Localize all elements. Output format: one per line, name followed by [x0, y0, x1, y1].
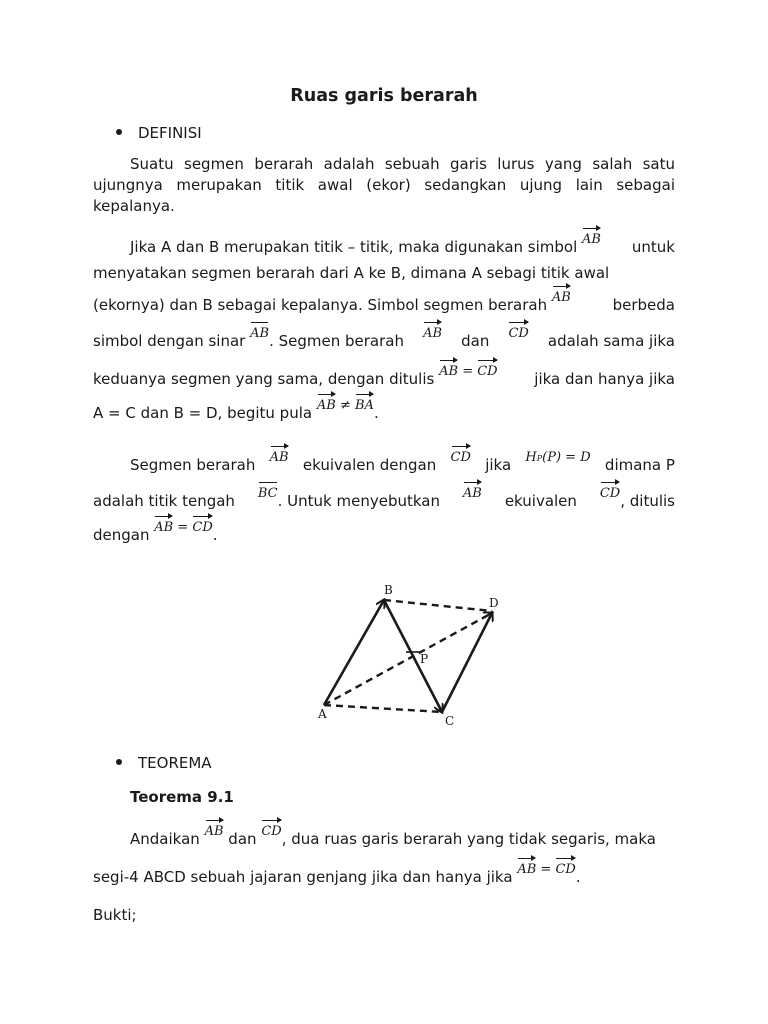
vector-ab: [324, 600, 384, 705]
p2-line-1: Jika A dan B merupakan titik – titik, maka digunakan simbol AB untuk: [130, 236, 675, 256]
dashed-ac: [324, 705, 442, 712]
parallelogram-diagram: [310, 578, 510, 728]
math-vector-ab: AB: [205, 819, 224, 839]
definisi-heading: DEFINISI: [138, 124, 202, 142]
p2-line-5: keduanya segmen yang sama, dengan ditulis AB = CD jika dan hanya jika: [93, 368, 675, 388]
math-vector-cd: CD: [261, 819, 281, 839]
p3-line-1: Segmen berarah AB ekuivalen dengan CD jika HP(P) = D dimana P: [130, 454, 675, 474]
math-vector-ab: AB: [582, 227, 601, 247]
p3-line-2: adalah titik tengah BC. Untuk menyebutkan AB ekuivalen CD, ditulis: [93, 490, 675, 510]
label-a: A: [318, 707, 327, 721]
teorema-heading: TEOREMA: [138, 754, 212, 772]
math-ab-eq-cd: AB = CD: [439, 359, 498, 379]
teorema-line-2: segi-4 ABCD sebuah jajaran genjang jika dan hanya jika AB = CD .: [93, 866, 675, 886]
math-vector-cd: CD: [508, 321, 528, 341]
math-ab-neq-ba: AB ≠ BA: [317, 393, 374, 413]
p3-line-3: dengan AB = CD .: [93, 524, 675, 544]
dashed-bd: [384, 600, 492, 611]
label-p: P: [420, 652, 429, 666]
p2-line-2: menyatakan segmen berarah dari A ke B, dimana A sebagi titik awal: [93, 264, 610, 282]
p2-line-3: (ekornya) dan B sebagai kepalanya. Simbol segmen berarah AB berbeda: [93, 294, 675, 314]
math-vector-ab: AB: [552, 285, 571, 305]
teorema-bullet: [116, 754, 212, 772]
label-c: C: [445, 714, 455, 728]
label-d: D: [489, 596, 499, 610]
math-vector-cd: CD: [600, 481, 620, 501]
math-segment-bc: BC: [258, 481, 278, 501]
math-vector-cd: CD: [451, 445, 471, 465]
bullet-icon: [116, 759, 122, 765]
definisi-paragraph-1: Suatu segmen berarah adalah sebuah garis lurus yang salah satu ujungnya merupakan titik awal (ekor) sedangkan ujung lain sebagai kepalanya.: [93, 155, 675, 215]
math-ray-ab: AB: [250, 321, 269, 341]
bullet-icon: [116, 129, 122, 135]
math-vector-ab: AB: [423, 321, 442, 341]
teorema-line-1: Andaikan AB dan CD, dua ruas garis berarah yang tidak segaris, maka: [130, 828, 675, 848]
math-half-turn: HP(P) = D: [525, 450, 591, 465]
math-vector-ab: AB: [463, 481, 482, 501]
page-title: Ruas garis berarah: [290, 86, 478, 106]
label-b: B: [384, 583, 393, 597]
teorema-subheading: Teorema 9.1: [130, 788, 234, 806]
p2-line-4: simbol dengan sinar AB. Segmen berarah AB dan CD adalah sama jika: [93, 330, 675, 350]
definisi-bullet: [116, 124, 202, 142]
p2-line-6: A = C dan B = D, begitu pula AB ≠ BA .: [93, 402, 675, 422]
math-ab-eq-cd: AB = CD: [154, 515, 213, 535]
bukti-label: Bukti;: [93, 906, 137, 924]
math-ab-eq-cd: AB = CD: [517, 857, 576, 877]
math-vector-ab: AB: [270, 445, 289, 465]
